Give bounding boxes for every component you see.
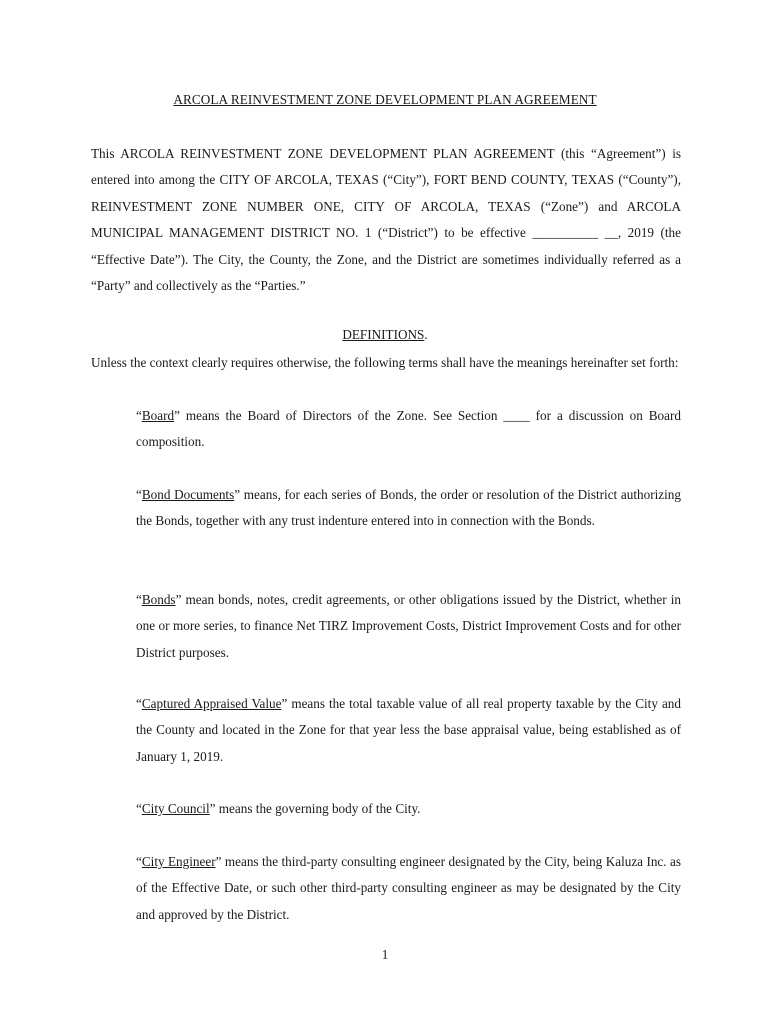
open-quote: “ <box>136 487 142 502</box>
definition-text: ” means the third-party consulting engineer designated by the City, being Kaluza Inc. as of the Effective Date, or such other third-party consulting engineer as may be designated by the City and approved by the District. <box>136 854 681 922</box>
definitions-heading <box>0 327 770 343</box>
definition-text: ” means the Board of Directors of the Zone. See Section ____ for a discussion on Board composition. <box>136 408 681 450</box>
definition-city-engineer <box>136 849 681 928</box>
definition-text: ” means the total taxable value of all real property taxable by the City and the County and located in the Zone for that year less the base appraisal value, being established as of January 1, 2019. <box>136 696 681 764</box>
page-number: 1 <box>381 947 389 962</box>
definition-bond-documents <box>136 482 681 535</box>
open-quote: “ <box>136 696 142 711</box>
definition-text: ” means the governing body of the City. <box>209 801 421 816</box>
defined-term: Board <box>141 408 175 423</box>
definition-bonds <box>136 587 681 666</box>
intro-paragraph: This ARCOLA REINVESTMENT ZONE DEVELOPMENT PLAN AGREEMENT (this “Agreement”) is entered into among the CITY OF ARCOLA, TEXAS (“City”), FORT BEND COUNTY, TEXAS (“County”), REINVESTMENT ZONE NUMBER ONE, CITY OF ARCOLA, TEXAS (“Zone”) and ARCOLA MUNICIPAL MANAGEMENT DISTRICT NO. 1 (“District”) to be effective __________ __, 2019 (the “Effective Date”). The City, the County, the Zone, and the District are sometimes individually referred as a “Party” and collectively as the “Parties.” <box>91 146 681 294</box>
defined-term: Bonds <box>141 592 176 607</box>
open-quote: “ <box>136 408 142 423</box>
defined-term: City Engineer <box>141 854 216 869</box>
definitions-heading-text: DEFINITIONS <box>342 327 425 342</box>
open-quote: “ <box>136 854 142 869</box>
definition-city-council <box>136 796 681 822</box>
document-title: ARCOLA REINVESTMENT ZONE DEVELOPMENT PLAN AGREEMENT <box>173 92 597 107</box>
defined-term: Bond Documents <box>141 487 235 502</box>
defined-term: City Council <box>141 801 210 816</box>
definition-text: ” mean bonds, notes, credit agreements, or other obligations issued by the District, whether in one or more series, to finance Net TIRZ Improvement Costs, District Improvement Costs and for other District purposes. <box>136 592 681 660</box>
definition-board <box>136 403 681 456</box>
defined-term: Captured Appraised Value <box>141 696 282 711</box>
definition-captured-appraised-value <box>136 691 681 770</box>
definition-text: ” means, for each series of Bonds, the order or resolution of the District authorizing the Bonds, together with any trust indenture entered into in connection with the Bonds. <box>136 487 681 529</box>
open-quote: “ <box>136 801 142 816</box>
definitions-heading-period: . <box>424 327 428 342</box>
definitions-lead: Unless the context clearly requires otherwise, the following terms shall have the meanings hereinafter set forth: <box>91 355 679 370</box>
open-quote: “ <box>136 592 142 607</box>
